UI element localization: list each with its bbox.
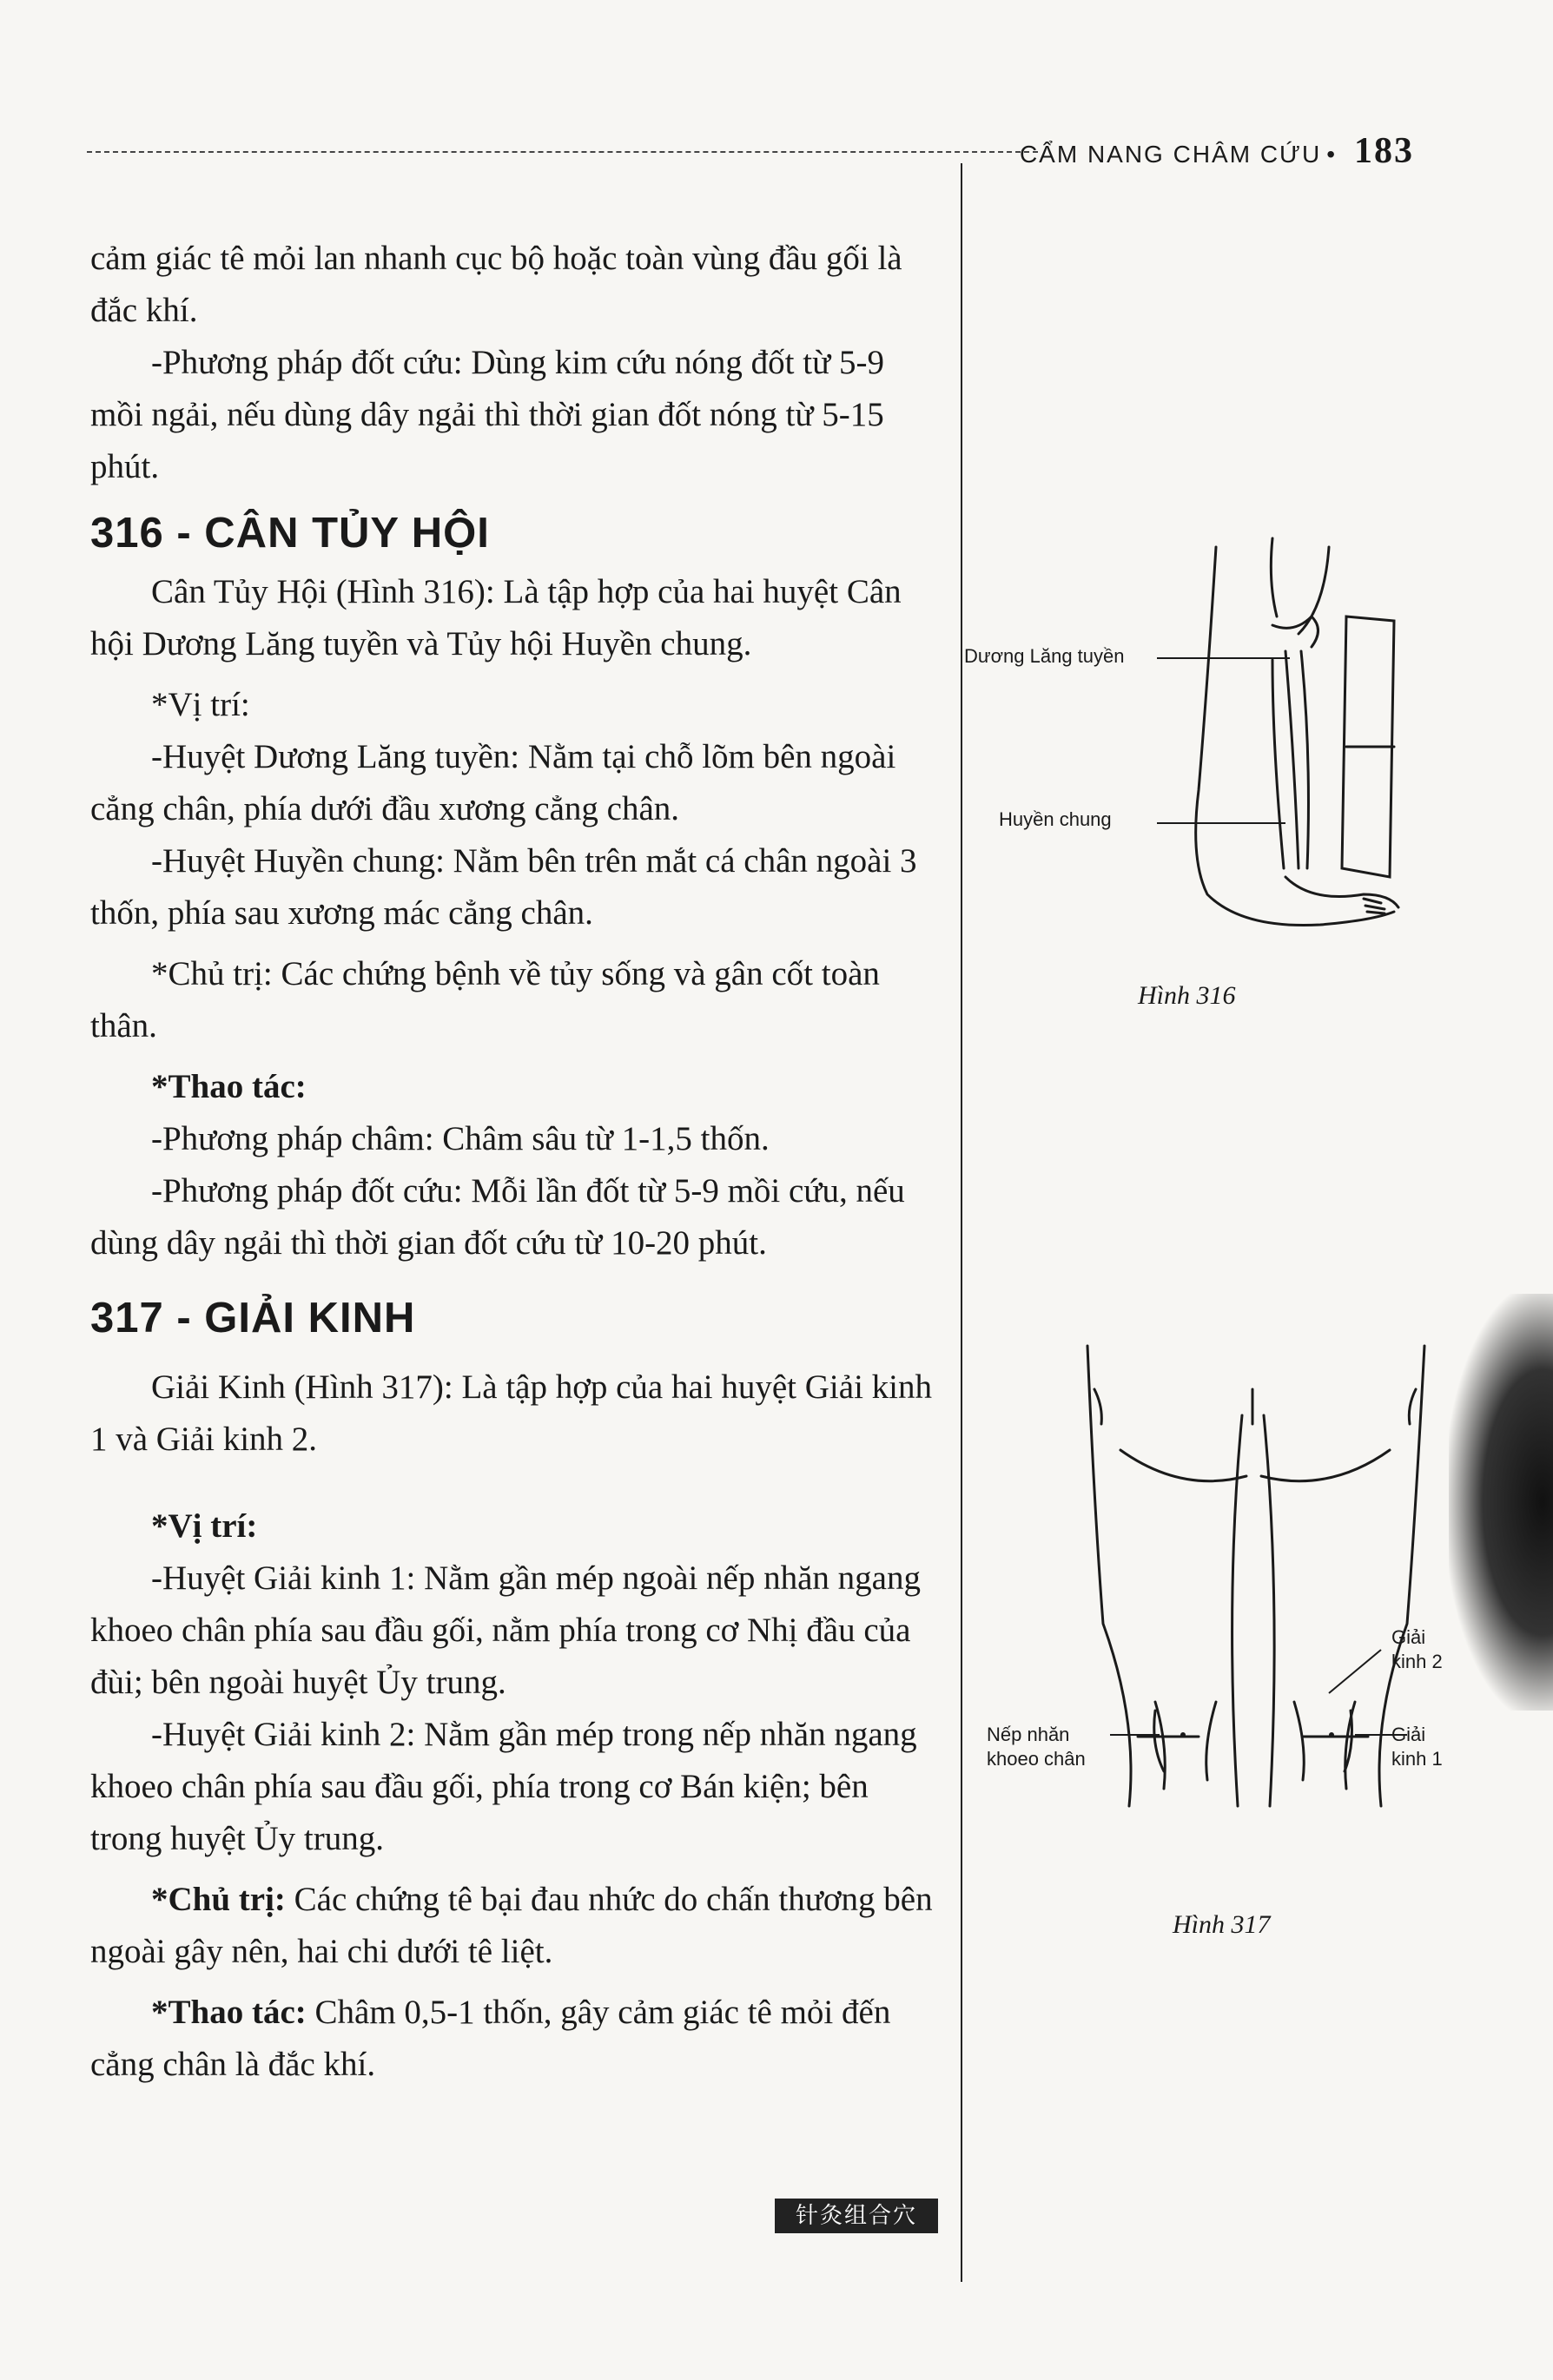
- section-316-vitri-2: -Huyệt Huyền chung: Nằm bên trên mắt cá chân ngoài 3 thốn, phía sau xương mác cẳng chân.: [90, 842, 917, 932]
- figure-316-caption: Hình 316: [1138, 981, 1236, 1010]
- section-317-vitri-2: -Huyệt Giải kinh 2: Nằm gần mép trong nếp nhăn ngang khoeo chân phía sau đầu gối, phía trong cơ Bán kiện; bên trong huyệt Ủy trung.: [90, 1716, 917, 1857]
- label-giai-kinh-1: [1391, 1723, 1443, 1771]
- book-title: CẨM NANG CHÂM CỨU: [1019, 141, 1322, 168]
- footer-badge: 针灸组合穴: [775, 2199, 938, 2233]
- leg-outline-back: [1196, 547, 1394, 926]
- right-thigh-line: [1409, 1389, 1416, 1424]
- label-gk2-line2: kinh 2: [1391, 1651, 1443, 1672]
- chutri-label: *Chủ trị:: [151, 955, 273, 992]
- running-header: [1020, 130, 1414, 172]
- toes: [1364, 899, 1384, 913]
- page-number: 183: [1354, 131, 1414, 171]
- right-buttock: [1261, 1450, 1390, 1481]
- column-divider: [961, 163, 962, 2282]
- figure-317-legs-illustration: [1068, 1337, 1442, 1823]
- label-duong-lang-tuyen: Dương Lăng tuyền: [964, 645, 1125, 667]
- section-316-body: [90, 566, 933, 1269]
- intro-text: [90, 233, 933, 493]
- section-317-intro: Giải Kinh (Hình 317): Là tập hợp của hai huyệt Giải kinh 1 và Giải kinh 2.: [90, 1368, 932, 1458]
- header-bullet: •: [1326, 141, 1337, 168]
- section-316-chutri: [90, 948, 933, 1052]
- femur: [1271, 538, 1277, 616]
- label-gk1-line2: kinh 1: [1391, 1748, 1443, 1770]
- label-nep-nhan-khoeo-chan: [987, 1723, 1086, 1771]
- tibia-1: [1285, 651, 1299, 868]
- label-gk2-line1: Giải: [1391, 1626, 1426, 1648]
- label-nep-nhan-line1: Nếp nhăn: [987, 1724, 1070, 1745]
- thaotac-label: *Thao tác:: [151, 1994, 307, 2031]
- section-316-intro: Cân Tủy Hội (Hình 316): Là tập hợp của hai huyệt Cân hội Dương Lăng tuyền và Tủy hội Huyền chung.: [90, 573, 902, 663]
- header-rule: [87, 151, 1038, 153]
- point-marker-left: [1180, 1732, 1186, 1737]
- point-marker-right: [1329, 1732, 1334, 1737]
- right-calf-1: [1294, 1702, 1304, 1780]
- section-316-heading: 316 - CÂN TỦY HỘI: [90, 510, 490, 557]
- chutri-text: Các chứng bệnh về tủy sống và gân cốt toàn thân.: [90, 955, 880, 1045]
- section-317-heading: 317 - GIẢI KINH: [90, 1295, 416, 1342]
- section-316-vitri-label: *Vị trí:: [151, 686, 250, 723]
- left-thigh-line: [1094, 1389, 1101, 1424]
- section-316-vitri-1: -Huyệt Dương Lăng tuyền: Nằm tại chỗ lõm bên ngoài cẳng chân, phía dưới đầu xương cẳng chân.: [90, 738, 896, 827]
- intro-paragraph-2: -Phương pháp đốt cứu: Dùng kim cứu nóng đốt từ 5-9 mồi ngải, nếu dùng dây ngải thì thời gian đốt nóng từ 5-15 phút.: [90, 344, 884, 485]
- scan-shadow: [1449, 1294, 1553, 1711]
- left-leg-outer: [1087, 1346, 1131, 1806]
- label-nep-nhan-line2: khoeo chân: [987, 1748, 1086, 1770]
- thaotac-text: Châm 0,5-1 thốn, gây cảm giác tê mỏi đến cẳng chân là đắc khí.: [90, 1994, 891, 2083]
- left-buttock: [1120, 1450, 1246, 1481]
- section-316-thaotac-2: -Phương pháp đốt cứu: Mỗi lần đốt từ 5-9 mồi cứu, nếu dùng dây ngải thì thời gian đốt cứu từ 10-20 phút.: [90, 1172, 905, 1262]
- section-317-chutri: [90, 1874, 933, 1978]
- chutri-label: *Chủ trị:: [151, 1881, 286, 1918]
- pointer-giai-kinh-2-line: [1329, 1650, 1381, 1693]
- section-317-vitri-1: -Huyệt Giải kinh 1: Nằm gần mép ngoài nếp nhăn ngang khoeo chân phía sau đầu gối, nằm phía trong cơ Nhị đầu của đùi; bên ngoài huyệt Ủy trung.: [90, 1559, 921, 1701]
- label-gk1-line1: Giải: [1391, 1724, 1426, 1745]
- tibia-2: [1301, 651, 1308, 868]
- left-leg-inner: [1232, 1415, 1242, 1806]
- label-giai-kinh-2: [1391, 1625, 1443, 1674]
- figure-317-caption: Hình 317: [1173, 1910, 1271, 1939]
- section-317-vitri-label: *Vị trí:: [151, 1507, 258, 1545]
- section-316-thaotac-label: *Thao tác:: [151, 1068, 307, 1105]
- figure-316-leg-illustration: [1147, 530, 1424, 946]
- label-huyen-chung: Huyền chung: [999, 808, 1112, 830]
- section-317-thaotac: [90, 1987, 933, 2091]
- left-calf-2: [1206, 1702, 1216, 1780]
- section-317-body: [90, 1361, 933, 2091]
- section-316-thaotac-1: -Phương pháp châm: Châm sâu từ 1-1,5 thốn.: [151, 1120, 770, 1157]
- right-leg-inner: [1264, 1415, 1274, 1806]
- chutri-text: Các chứng tê bại đau nhức do chấn thương bên ngoài gây nên, hai chi dưới tê liệt.: [90, 1881, 933, 1970]
- fibula: [1272, 660, 1284, 868]
- intro-paragraph-1: cảm giác tê mỏi lan nhanh cục bộ hoặc toàn vùng đầu gối là đắc khí.: [90, 240, 902, 329]
- knee-cap: [1272, 616, 1318, 647]
